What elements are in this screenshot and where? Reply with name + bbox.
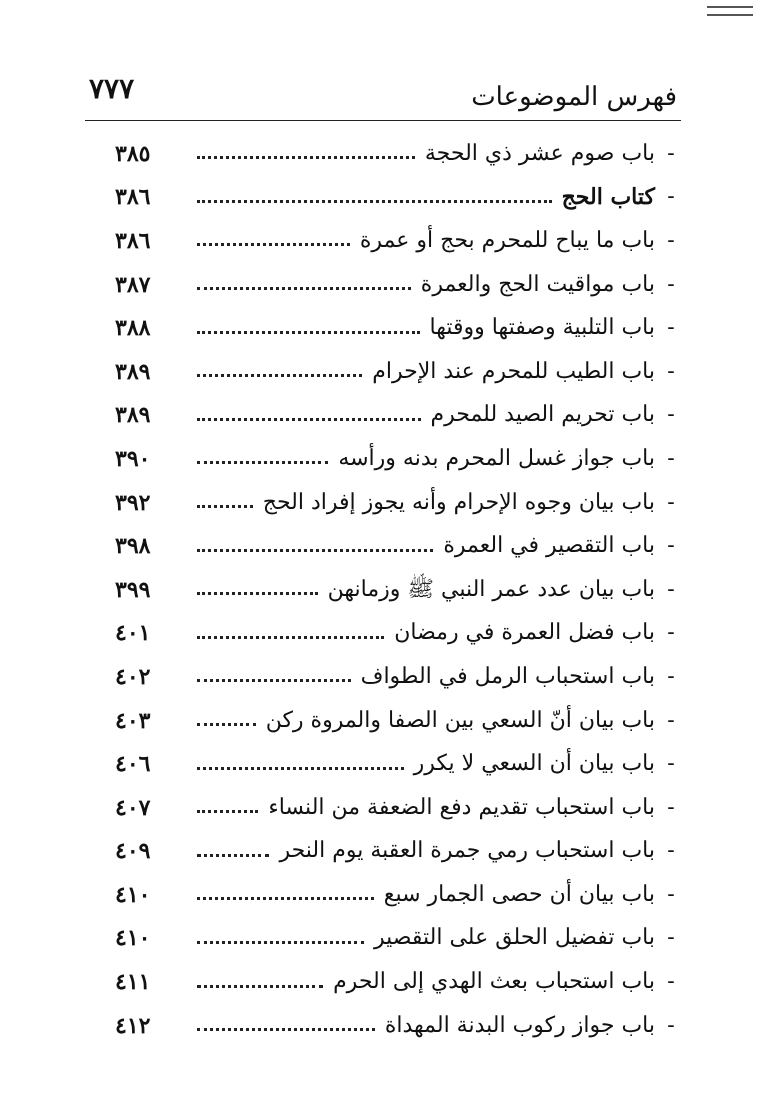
dot-leader xyxy=(197,636,384,639)
entry-dash: - xyxy=(667,402,675,428)
entry-page-number: ٣٩٠ xyxy=(115,445,151,472)
dot-leader xyxy=(197,723,256,726)
entry-dash: - xyxy=(667,838,675,864)
entry-page-number: ٤٠٣ xyxy=(115,707,151,734)
entry-page-number: ٤٠٢ xyxy=(115,663,151,690)
entry-page-number: ٤٠٩ xyxy=(115,838,151,865)
entry-dash: - xyxy=(667,969,675,995)
entry-title: باب استحباب بعث الهدي إلى الحرم xyxy=(333,969,655,995)
dot-leader xyxy=(197,461,328,464)
page-number: ٧٧٧ xyxy=(89,72,135,105)
toc-entry[interactable] xyxy=(115,481,681,525)
toc-entry[interactable] xyxy=(115,873,681,917)
entry-title: باب تحريم الصيد للمحرم xyxy=(430,402,655,428)
entry-title: باب بيان وجوه الإحرام وأنه يجوز إفراد الحج xyxy=(262,489,655,515)
entry-page-number: ٣٨٧ xyxy=(115,271,151,298)
entry-dash: - xyxy=(667,794,675,820)
entry-dash: - xyxy=(667,140,675,166)
entry-page-number: ٤١٠ xyxy=(115,881,151,908)
toc-entry[interactable] xyxy=(115,786,681,830)
entry-dash: - xyxy=(667,707,675,733)
entry-dash: - xyxy=(667,358,675,384)
entry-title: باب مواقيت الحج والعمرة xyxy=(420,271,655,297)
entry-title: باب استحباب تقديم دفع الضعفة من النساء xyxy=(268,794,655,820)
dot-leader xyxy=(197,374,362,377)
dot-leader xyxy=(197,418,421,421)
dot-leader xyxy=(197,767,404,770)
toc-entry[interactable] xyxy=(115,524,681,568)
entry-title: باب بيان أنّ السعي بين الصفا والمروة ركن xyxy=(265,707,655,733)
entry-page-number: ٣٩٩ xyxy=(115,576,151,603)
toc-entry[interactable] xyxy=(115,219,681,263)
toc-entry[interactable] xyxy=(115,830,681,874)
entry-dash: - xyxy=(667,925,675,951)
entry-title: باب جواز ركوب البدنة المهداة xyxy=(384,1012,655,1038)
dot-leader xyxy=(197,810,258,813)
dot-leader xyxy=(197,854,269,857)
entry-dash: - xyxy=(667,271,675,297)
toc-entry[interactable] xyxy=(115,699,681,743)
toc-entry[interactable] xyxy=(115,437,681,481)
entry-title: باب ما يباح للمحرم بحج أو عمرة xyxy=(359,227,655,253)
dot-leader xyxy=(197,200,552,203)
dot-leader xyxy=(197,505,253,508)
toc-entry[interactable] xyxy=(115,306,681,350)
entry-title: باب بيان عدد عمر النبي ﷺ وزمانهن xyxy=(327,576,655,602)
entry-page-number: ٤١٢ xyxy=(115,1012,151,1039)
entry-page-number: ٣٨٦ xyxy=(115,227,151,254)
entry-page-number: ٣٨٩ xyxy=(115,358,151,385)
toc-entry[interactable] xyxy=(115,742,681,786)
dot-leader xyxy=(197,941,364,944)
entry-dash: - xyxy=(667,576,675,602)
dot-leader xyxy=(197,592,318,595)
dot-leader xyxy=(197,679,351,682)
dot-leader xyxy=(197,549,433,552)
toc-entry[interactable] xyxy=(115,1004,681,1048)
page-header xyxy=(85,74,681,121)
dot-leader xyxy=(197,1028,375,1031)
entry-title: باب استحباب رمي جمرة العقبة يوم النحر xyxy=(279,838,655,864)
entry-page-number: ٤٠١ xyxy=(115,620,151,647)
toc-entry[interactable] xyxy=(115,568,681,612)
entry-title: كتاب الحج xyxy=(561,184,655,211)
entry-title: باب تفضيل الحلق على التقصير xyxy=(374,925,655,951)
entry-dash: - xyxy=(667,315,675,341)
entry-dash: - xyxy=(667,445,675,471)
entry-dash: - xyxy=(667,227,675,253)
toc-entry[interactable] xyxy=(115,350,681,394)
entry-title: باب فضل العمرة في رمضان xyxy=(394,620,655,646)
toc-entry[interactable] xyxy=(115,917,681,961)
toc-entry[interactable] xyxy=(115,960,681,1004)
page-title: فهرس الموضوعات xyxy=(471,82,677,112)
toc-entry[interactable] xyxy=(115,176,681,220)
entry-title: باب جواز غسل المحرم بدنه ورأسه xyxy=(338,445,655,471)
entry-title: باب بيان أن حصى الجمار سبع xyxy=(383,881,655,907)
dot-leader xyxy=(197,331,420,334)
entry-page-number: ٣٨٨ xyxy=(115,315,151,342)
entry-dash: - xyxy=(667,489,675,515)
entry-page-number: ٣٨٦ xyxy=(115,184,151,211)
entry-dash: - xyxy=(667,751,675,777)
entry-dash: - xyxy=(667,620,675,646)
table-of-contents xyxy=(115,132,681,1047)
scan-corner-mark xyxy=(707,6,753,16)
entry-page-number: ٤٠٦ xyxy=(115,751,151,778)
entry-page-number: ٣٨٩ xyxy=(115,402,151,429)
dot-leader xyxy=(197,287,411,290)
entry-dash: - xyxy=(667,881,675,907)
entry-title: باب استحباب الرمل في الطواف xyxy=(360,663,655,689)
toc-entry[interactable] xyxy=(115,132,681,176)
entry-dash: - xyxy=(667,533,675,559)
toc-entry[interactable] xyxy=(115,263,681,307)
dot-leader xyxy=(197,897,374,900)
entry-title: باب التقصير في العمرة xyxy=(443,533,655,559)
dot-leader xyxy=(197,243,350,246)
entry-title: باب الطيب للمحرم عند الإحرام xyxy=(372,358,655,384)
entry-dash: - xyxy=(667,663,675,689)
entry-dash: - xyxy=(667,184,675,210)
entry-page-number: ٣٨٥ xyxy=(115,140,151,167)
entry-page-number: ٣٩٨ xyxy=(115,533,151,560)
entry-page-number: ٣٩٢ xyxy=(115,489,151,516)
dot-leader xyxy=(197,156,415,159)
entry-page-number: ٤١٠ xyxy=(115,925,151,952)
entry-page-number: ٤١١ xyxy=(115,969,151,996)
dot-leader xyxy=(197,985,323,988)
entry-title: باب صوم عشر ذي الحجة xyxy=(424,140,655,166)
entry-title: باب بيان أن السعي لا يكرر xyxy=(413,751,655,777)
toc-entry[interactable] xyxy=(115,655,681,699)
toc-entry[interactable] xyxy=(115,612,681,656)
entry-dash: - xyxy=(667,1012,675,1038)
toc-entry[interactable] xyxy=(115,394,681,438)
entry-title: باب التلبية وصفتها ووقتها xyxy=(429,315,655,341)
entry-page-number: ٤٠٧ xyxy=(115,794,151,821)
